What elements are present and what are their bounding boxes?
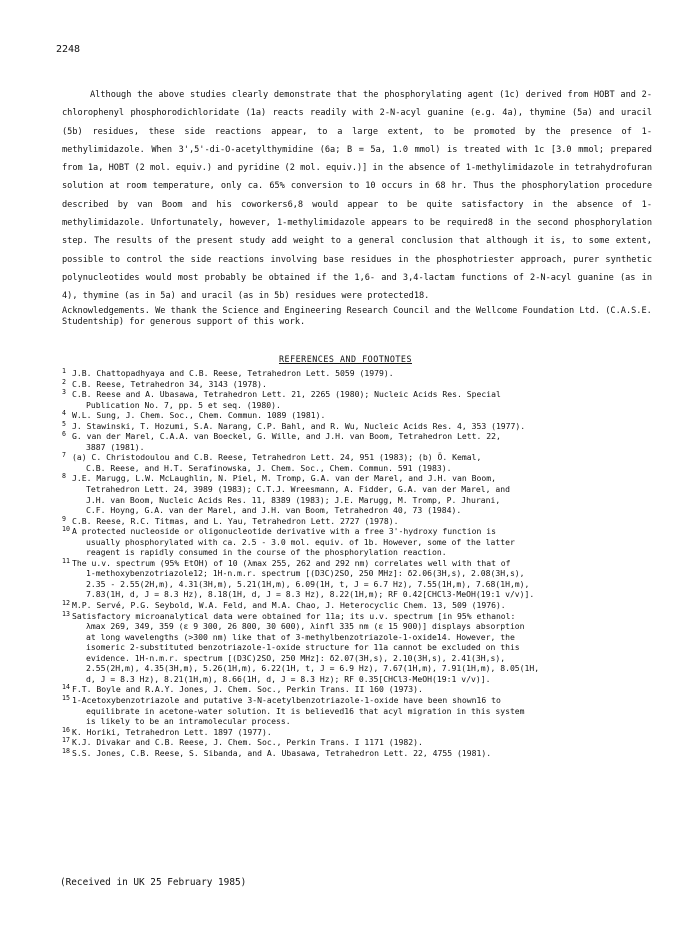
reference-continuation: J.H. van Boom, Nucleic Acids Res. 11, 8389 (1983); J.E. Marugg, M. Tromp, P. Jhurani, bbox=[86, 494, 501, 505]
reference-text: F.T. Boyle and R.A.Y. Jones, J. Chem. Soc., Perkin Trans. II 160 (1973). bbox=[72, 684, 423, 695]
reference-number: 12 bbox=[62, 599, 70, 608]
reference-item bbox=[62, 748, 656, 759]
reference-item bbox=[62, 526, 656, 558]
reference-text: G. van der Marel, C.A.A. van Boeckel, G. Wille, and J.H. van Boom, Tetrahedron Lett. 22, bbox=[72, 431, 501, 442]
reference-text: K. Horiki, Tetrahedron Lett. 1897 (1977). bbox=[72, 726, 272, 737]
reference-text: 1-Acetoxybenzotriazole and putative 3-N-acetylbenzotriazole-1-oxide have been shown16 to bbox=[72, 694, 501, 705]
reference-item bbox=[62, 379, 656, 390]
reference-continuation: reagent is rapidly consumed in the course of the phosphorylation reaction. bbox=[86, 547, 447, 558]
reference-continuation: equilibrate in acetone-water solution. It is believed16 that acyl migration in this system bbox=[86, 705, 525, 716]
reference-continuation: at long wavelengths (>300 nm) like that of 3-methylbenzotriazole-1-oxide14. However, the bbox=[86, 631, 515, 642]
reference-number: 8 bbox=[62, 472, 66, 481]
reference-item bbox=[62, 368, 656, 379]
reference-item bbox=[62, 611, 656, 685]
reference-number: 15 bbox=[62, 693, 70, 702]
reference-item bbox=[62, 421, 656, 432]
reference-item bbox=[62, 389, 656, 410]
acknowledgements: Acknowledgements. We thank the Science and Engineering Research Council and the Wellcome Foundation Ltd. (C.A.S.E. Studentship) for generous support of this work. bbox=[62, 305, 652, 327]
reference-continuation: 2.55(2H,m), 4.35(3H,m), 5.26(1H,m), 6.22(1H, t, J = 6.9 Hz), 7.67(1H,m), 7.91(1H,m), 8.05(1H, bbox=[86, 663, 540, 674]
reference-continuation: d, J = 8.3 Hz), 8.21(1H,m), 8.66(1H, d, J = 8.3 Hz); RF 0.35[CHCl3-MeOH(19:1 v/v)]. bbox=[86, 673, 491, 684]
reference-number: 3 bbox=[62, 388, 66, 397]
body-text bbox=[62, 86, 652, 328]
reference-continuation: Tetrahedron Lett. 24, 3989 (1983); C.T.J. Wreesmann, A. Fidder, G.A. van der Marel, and bbox=[86, 484, 510, 495]
reference-number: 10 bbox=[62, 525, 70, 534]
reference-continuation: 1-methoxybenzotriazole12; 1H-n.m.r. spectrum [(D3C)2SO, 250 MHz]: δ2.06(3H,s), 2.08(3H,s), bbox=[86, 568, 525, 579]
reference-number: 4 bbox=[62, 409, 66, 418]
reference-text: Satisfactory microanalytical data were obtained for 11a; its u.v. spectrum [in 95% ethanol: bbox=[72, 610, 516, 621]
received-date: (Received in UK 25 February 1985) bbox=[60, 877, 247, 888]
main-paragraph: Although the above studies clearly demonstrate that the phosphorylating agent (1c) derived from HOBT and 2-chlorophenyl phosphorodichloridate (1a) reacts readily with 2-N-acyl guanine (e.g. 4a), thymine (5a) and uracil (5b) residues, these side reactions appear, to a large extent, to be promoted by the presence of 1-methylimidazole. When 3',5'-di-O-acetylthymidine (6a; B = 5a, 1.0 mmol) is treated with 1c [3.0 mmol; prepared from 1a, HOBT (2 mol. equiv.) and pyridine (2 mol. equiv.)] in the absence of 1-methylimidazole in tetrahydrofuran solution at room temperature, only ca. 65% conversion to 10 occurs in 68 hr. Thus the phosphorylation procedure described by van Boom and his coworkers6,8 would appear to be quite satisfactory in the absence of 1-methylimidazole. Unfortunately, however, 1-methylimidazole appears to be required8 in the second phosphorylation step. The results of the present study add weight to a general conclusion that although it is, to some extent, possible to control the side reactions involving base residues in the phosphotriester approach, purer synthetic polynucleotides would most probably be obtained if the 1,6- and 3,4-lactam functions of 2-N-acyl guanine (as in 4), thymine (as in 5a) and uracil (as in 5b) residues were protected18. bbox=[62, 90, 652, 302]
reference-number: 7 bbox=[62, 451, 66, 460]
reference-number: 2 bbox=[62, 377, 66, 386]
reference-continuation: evidence. 1H-n.m.r. spectrum [(D3C)2SO, 250 MHz]: δ2.07(3H,s), 2.10(3H,s), 2.41(3H,s), bbox=[86, 652, 506, 663]
reference-continuation: Publication No. 7, pp. 5 et seq. (1980). bbox=[86, 399, 281, 410]
reference-item bbox=[62, 600, 656, 611]
reference-text: C.B. Reese, Tetrahedron 34, 3143 (1978). bbox=[72, 378, 267, 389]
reference-number: 16 bbox=[62, 725, 70, 734]
reference-text: J.B. Chattopadhyaya and C.B. Reese, Tetrahedron Lett. 5059 (1979). bbox=[72, 368, 394, 378]
reference-item bbox=[62, 516, 656, 527]
page-number: 2248 bbox=[56, 44, 81, 55]
reference-item bbox=[62, 558, 656, 600]
reference-number: 11 bbox=[62, 556, 70, 565]
reference-text: C.B. Reese, R.C. Titmas, and L. Yau, Tetrahedron Lett. 2727 (1978). bbox=[72, 515, 399, 526]
reference-text: (a) C. Christodoulou and C.B. Reese, Tetrahedron Lett. 24, 951 (1983); (b) Ö. Kemal, bbox=[72, 452, 482, 463]
reference-continuation: is likely to be an intramolecular process. bbox=[86, 716, 291, 727]
reference-text: J.E. Marugg, L.W. McLaughlin, N. Piel, M. Tromp, G.A. van der Marel, and J.H. van Boom, bbox=[72, 473, 496, 484]
reference-item bbox=[62, 431, 656, 452]
reference-continuation: λmax 269, 349, 359 (ε 9 300, 26 800, 30 600), λinfl 335 nm (ε 15 900)] displays absorption bbox=[86, 621, 525, 632]
reference-number: 13 bbox=[62, 609, 70, 618]
reference-item bbox=[62, 727, 656, 738]
reference-number: 9 bbox=[62, 514, 66, 523]
reference-text: A protected nucleoside or oligonucleotide derivative with a free 3'-hydroxy function is bbox=[72, 526, 496, 537]
reference-text: The u.v. spectrum (95% EtOH) of 10 (λmax 255, 262 and 292 nm) correlates well with that of bbox=[72, 557, 511, 568]
reference-continuation: 7.83(1H, d, J = 8.3 Hz), 8.18(1H, d, J = 8.3 Hz), 8.22(1H,m); RF 0.42[CHCl3-MeOH(19:1 v/v)]. bbox=[86, 589, 535, 600]
reference-text: W.L. Sung, J. Chem. Soc., Chem. Commun. 1089 (1981). bbox=[72, 410, 326, 421]
reference-number: 17 bbox=[62, 736, 70, 745]
reference-item bbox=[62, 695, 656, 727]
reference-text: K.J. Divakar and C.B. Reese, J. Chem. Soc., Perkin Trans. I 1171 (1982). bbox=[72, 737, 423, 748]
reference-item bbox=[62, 410, 656, 421]
reference-text: C.B. Reese and A. Ubasawa, Tetrahedron Lett. 21, 2265 (1980); Nucleic Acids Res. Special bbox=[72, 389, 501, 400]
reference-continuation: 3887 (1981). bbox=[86, 441, 145, 452]
reference-number: 14 bbox=[62, 683, 70, 692]
reference-continuation: usually phosphorylated with ca. 2.5 - 3.0 mol. equiv. of 1b. However, some of the latter bbox=[86, 536, 515, 547]
reference-continuation: 2.35 - 2.55(2H,m), 4.31(3H,m), 5.21(1H,m), 6.09(1H, t, J = 6.7 Hz), 7.55(1H,m), 7.68(1H,m), bbox=[86, 578, 530, 589]
reference-continuation: isomeric 2-substituted benzotriazole-1-oxide structure for 11a cannot be excluded on this bbox=[86, 642, 520, 653]
reference-continuation: C.F. Hoyng, G.A. van der Marel, and J.H. van Boom, Tetrahedron 40, 73 (1984). bbox=[86, 505, 462, 516]
reference-continuation: C.B. Reese, and H.T. Serafinowska, J. Chem. Soc., Chem. Commun. 591 (1983). bbox=[86, 462, 452, 473]
reference-text: M.P. Servé, P.G. Seybold, W.A. Feld, and M.A. Chao, J. Heterocyclic Chem. 13, 509 (1976). bbox=[72, 600, 506, 611]
reference-item bbox=[62, 737, 656, 748]
reference-number: 6 bbox=[62, 430, 66, 439]
reference-number: 5 bbox=[62, 419, 66, 428]
reference-number: 1 bbox=[62, 367, 66, 375]
reference-item bbox=[62, 684, 656, 695]
reference-item bbox=[62, 473, 656, 515]
references-heading: REFERENCES AND FOOTNOTES bbox=[278, 354, 412, 364]
reference-item bbox=[62, 452, 656, 473]
reference-text: J. Stawinski, T. Hozumi, S.A. Narang, C.P. Bahl, and R. Wu, Nucleic Acids Res. 4, 353 (1977). bbox=[72, 420, 526, 431]
references-list bbox=[62, 368, 656, 758]
reference-number: 18 bbox=[62, 746, 70, 755]
reference-text: S.S. Jones, C.B. Reese, S. Sibanda, and A. Ubasawa, Tetrahedron Lett. 22, 4755 (1981). bbox=[72, 747, 492, 758]
